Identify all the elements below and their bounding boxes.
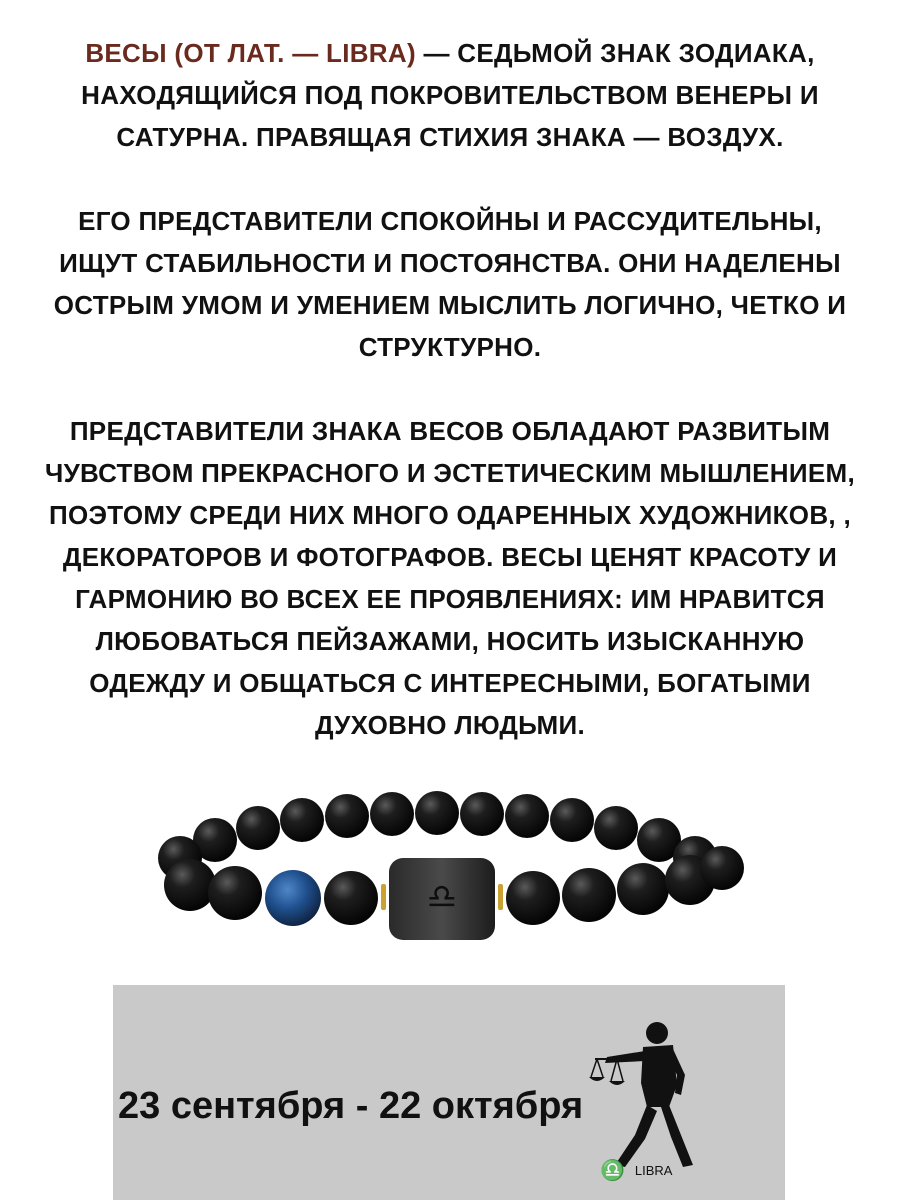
aesthetics-paragraph: ПРЕДСТАВИТЕЛИ ЗНАКА ВЕСОВ ОБЛАДАЮТ РАЗВИТЫМ ЧУВСТВОМ ПРЕКРАСНОГО И ЭСТЕТИЧЕСКИМ МЫШЛЕНИЕМ, ПОЭТОМУ СРЕДИ НИХ МНОГО ОДАРЕННЫХ ХУДОЖНИКОВ, , ДЕКОРАТОРОВ И ФОТОГРАФОВ. ВЕСЫ ЦЕНЯТ КРАСОТУ И ГАРМОНИЮ ВО ВСЕХ ЕЕ ПРОЯВЛЕНИЯХ: ИМ НРАВИТСЯ ЛЮБОВАТЬСЯ ПЕЙЗАЖАМИ, НОСИТЬ ИЗЫСКАННУЮ ОДЕЖДУ И ОБЩАТЬСЯ С ИНТЕРЕСНЫМИ, БОГАТЫМИ ДУХОВНО ЛЮДЬМИ.: [45, 416, 855, 740]
gold-spacer-right: [498, 884, 503, 910]
libra-label: [600, 1158, 672, 1183]
blue-tiger-eye-bead: [265, 870, 321, 926]
gold-spacer-left: [381, 884, 386, 910]
intro-paragraph: [40, 32, 860, 158]
libra-label-text: LIBRA: [634, 1163, 673, 1178]
intro-lead: ВЕСЫ (ОТ ЛАТ. — LIBRA): [85, 38, 416, 68]
libra-glyph-icon: ♎: [600, 1160, 625, 1182]
libra-symbol-icon: ♎: [426, 877, 458, 917]
date-range: 23 сентября - 22 октября: [118, 1085, 584, 1127]
intro-rest: — СЕДЬМОЙ ЗНАК ЗОДИАКА, НАХОДЯЩИЙСЯ ПОД ПОКРОВИТЕЛЬСТВОМ ВЕНЕРЫ И САТУРНА. ПРАВЯЩАЯ СТИХИЯ ЗНАКА — ВОЗДУХ.: [81, 38, 819, 152]
libra-figure-icon: [585, 1015, 710, 1180]
bracelet-image: [140, 790, 760, 960]
character-paragraph: ЕГО ПРЕДСТАВИТЕЛИ СПОКОЙНЫ И РАССУДИТЕЛЬНЫ, ИЩУТ СТАБИЛЬНОСТИ И ПОСТОЯНСТВА. ОНИ НАДЕЛЕНЫ ОСТРЫМ УМОМ И УМЕНИЕМ МЫСЛИТЬ ЛОГИЧНО, ЧЕТКО И СТРУКТУРНО.: [53, 206, 847, 362]
